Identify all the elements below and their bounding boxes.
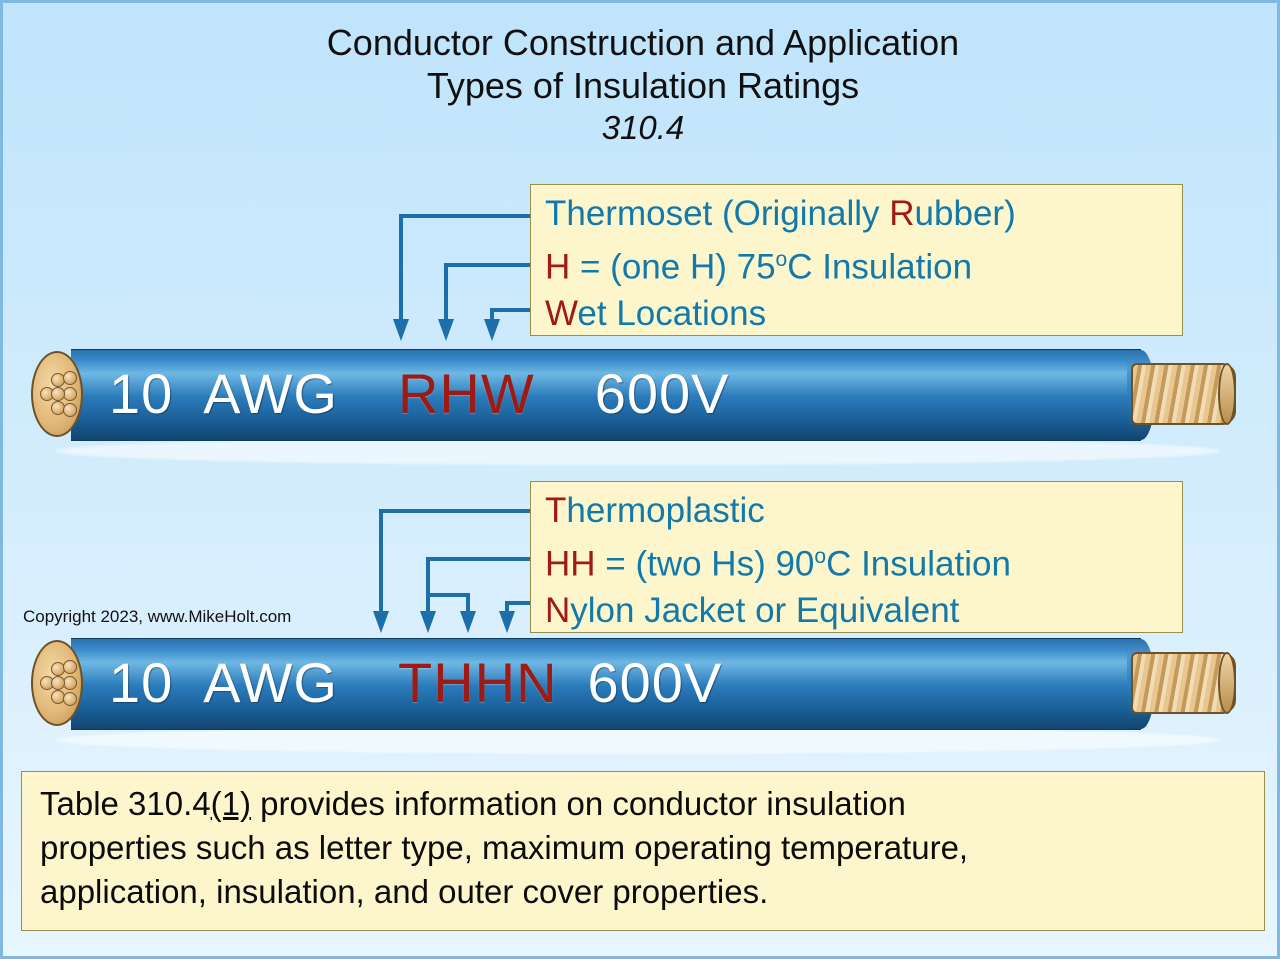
wire-type: RHW: [397, 362, 535, 425]
strand: [63, 387, 77, 401]
callout-rhw-line-1: Thermoset (Originally Rubber): [545, 194, 1016, 233]
copyright-notice: Copyright 2023, www.MikeHolt.com: [23, 607, 292, 626]
strand: [63, 692, 77, 706]
callout-thhn-line-1: Thermoplastic: [545, 491, 765, 530]
strand: [51, 676, 65, 690]
callout-thhn: [530, 481, 1183, 633]
wire-unit: AWG: [203, 362, 338, 425]
note-line-3: application, insulation, and outer cover properties.: [40, 873, 769, 910]
strand: [63, 371, 77, 385]
callout-rhw-line-3: Wet Locations: [545, 293, 767, 333]
wire-print-rhw: [109, 355, 1119, 433]
wire-unit: AWG: [203, 651, 338, 714]
strand: [51, 387, 65, 401]
wire-shadow: [55, 726, 1220, 754]
conductor-cut-face: [31, 640, 83, 726]
callout-rhw: [530, 184, 1183, 336]
conductor-cut-face: [31, 351, 83, 437]
wire-size: 10: [109, 362, 174, 425]
page-title: [3, 21, 1280, 149]
wire-diagram-rhw: [31, 341, 1231, 471]
wire-shadow: [55, 437, 1220, 465]
wire-voltage: 600V: [594, 362, 730, 425]
note-line-1: Table 310.4(1) provides information on conductor insulation: [40, 785, 906, 822]
strand: [63, 403, 77, 417]
stripped-conductor: [1131, 652, 1236, 714]
wire-size: 10: [109, 651, 174, 714]
note-line-2: properties such as letter type, maximum operating temperature,: [40, 829, 969, 866]
title-line-3: 310.4: [601, 109, 685, 146]
callout-thhn-line-2: HH = (two Hs) 90$^o$C Insulation: [545, 544, 1011, 584]
callout-rhw-line-2: H = (one H) 75$^o$C Insulation: [545, 247, 973, 287]
stripped-conductor: [1131, 363, 1236, 425]
callout-thhn-line-3: Nylon Jacket or Equivalent: [545, 590, 960, 630]
note-box: [21, 771, 1265, 931]
title-line-1: Conductor Construction and Application: [326, 22, 960, 63]
strand: [63, 660, 77, 674]
wire-print-thhn: [109, 644, 1119, 722]
wire-type: THHN: [397, 651, 558, 714]
title-line-2: Types of Insulation Ratings: [426, 65, 860, 106]
strand: [63, 676, 77, 690]
wire-diagram-thhn: [31, 630, 1231, 760]
wire-voltage: 600V: [587, 651, 723, 714]
